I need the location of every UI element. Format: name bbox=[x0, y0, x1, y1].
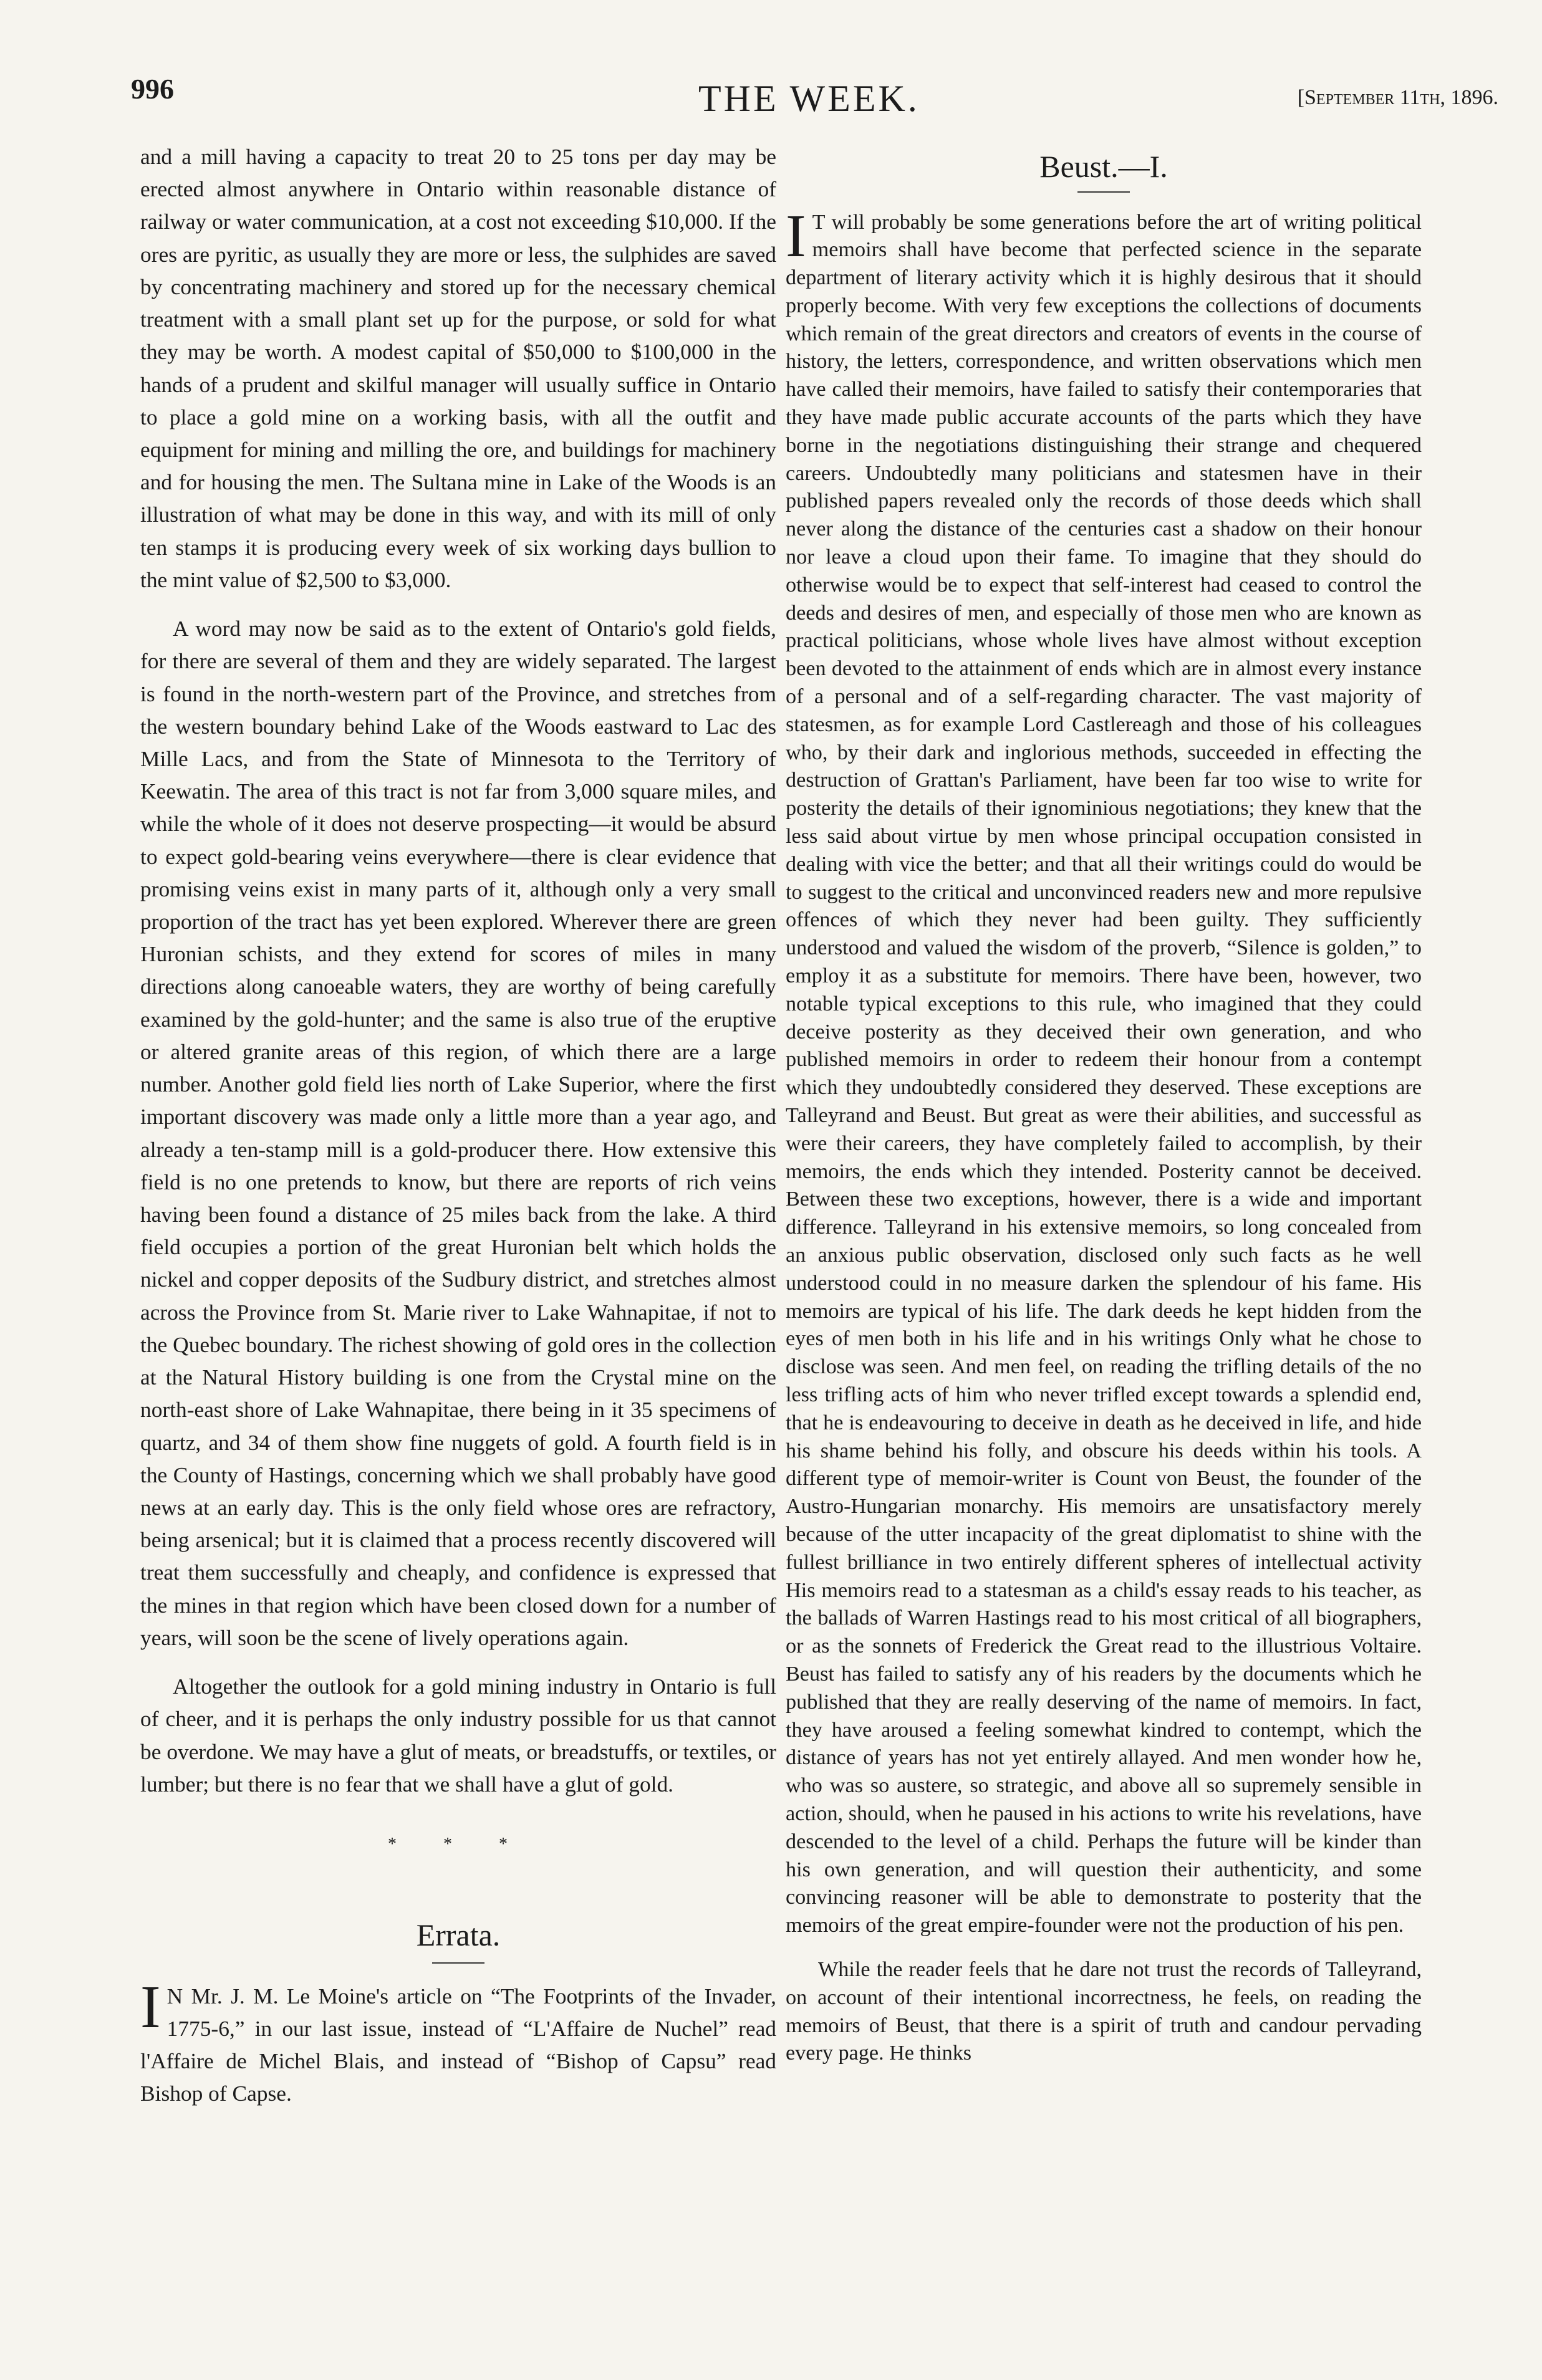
beust-article-title: Beust.—I. bbox=[1039, 149, 1168, 184]
gold-article-paragraph: and a mill having a capacity to treat 20 to 25 tons per day may be erected almost anywhere in Ontario within reasonable distance of railway or water communication, at a cost not exceeding $10,000. If the ores are pyritic, as usually they are more or less, the sulphides are saved by concentrating machinery and stored up for the necessary chemical treatment with a small plant set up for the purpose, or sold for what they may be worth. A modest capital of $50,000 to $100,000 in the hands of a prudent and skilful manager will usually suffice in Ontario to place a gold mine on a working basis, with all the outfit and equipment for mining and milling the ore, and buildings for machinery and for housing the men. The Sultana mine in Lake of the Woods is an illustration of what may be done in this way, and with its mill of only ten stamps it is producing every week of six working days bullion to the mint value of $2,500 to $3,000. bbox=[140, 144, 776, 592]
page-number: 996 bbox=[131, 73, 174, 105]
page-header bbox=[0, 67, 1542, 123]
section-separator bbox=[140, 1800, 776, 1906]
title-rule bbox=[432, 1962, 484, 1964]
beust-dropcap: I bbox=[786, 202, 806, 270]
errata-title: Errata. bbox=[416, 1917, 501, 1952]
publication-title: THE WEEK. bbox=[698, 78, 920, 119]
gold-article-paragraph: A word may now be said as to the extent of Ontario's gold fields, for there are several of them and they are widely separated. The largest is found in the north-western part of the Province, and stretches from the western boundary behind Lake of the Woods eastward to Lac des Mille Lacs, and from the State of Minnesota to the Territory of Keewatin. The area of this tract is not far from 3,000 square miles, and while the whole of it does not deserve prospecting—it would be absurd to expect gold-bearing veins everywhere—there is clear evidence that promising veins exist in many parts of it, although only a very small proportion of the tract has yet been explored. Wherever there are green Huronian schists, and they extend for scores of miles in many directions along canoeable waters, they are worthy of being carefully examined by the gold-hunter; and the same is also true of the eruptive or altered granite areas of this region, of which there are a large number. Another gold field lies north of Lake Superior, where the first important discovery was made only a little more than a year ago, and already a ten-stamp mill is a gold-producer there. How extensive this field is no one pretends to know, but there are reports of rich veins having been found a distance of 25 miles back from the lake. A third field occupies a portion of the great Huronian belt which holds the nickel and copper deposits of the Sudbury district, and stretches almost across the Province from St. Marie river to Lake Wahnapitae, if not to the Quebec boundary. The richest showing of gold ores in the collection at the Natural History building is one from the Crystal mine on the north-east shore of Lake Wahnapitae, there being in it 35 specimens of quartz, and 34 of them show fine nuggets of gold. A fourth field is in the County of Hastings, concerning which we shall probably have good news at an early day. This is the only field whose ores are refractory, being arsenical; but it is claimed that a process recently discovered will treat them successfully and cheaply, and confidence is expressed that the mines in that region which have been closed down for a number of years, will soon be the scene of lively operations again. bbox=[140, 616, 776, 1650]
errata-paragraph bbox=[140, 1973, 776, 2110]
asterism-ornament: * * * bbox=[388, 1834, 529, 1854]
gold-article-paragraph: Altogether the outlook for a gold mining industry in Ontario is full of cheer, and it is perhaps the only industry possible for us that cannot be overdone. We may have a glut of meats, or breadstuffs, or textiles, or lumber; but there is no fear that we shall have a glut of gold. bbox=[140, 1674, 776, 1797]
beust-article-paragraph bbox=[786, 202, 1422, 1940]
beust-article-paragraph: While the reader feels that he dare not trust the records of Talleyrand, on account of their intentional incorrectness, he feels, on reading the memoirs of Beust, that there is a spirit of truth and candour pervading every page. He thinks bbox=[786, 1957, 1422, 2065]
issue-date: [September 11th, 1896. bbox=[1297, 86, 1498, 109]
left-column bbox=[140, 140, 776, 2110]
errata-text: N Mr. J. M. Le Moine's article on “The Footprints of the Invader, 1775-6,” in our last issue, instead of “L'Affaire de Nuchel” read l'Affaire de Michel Blais, and instead of “Bishop of Capsu” read Bishop of Capse. bbox=[140, 1983, 776, 2106]
beust-paragraph-text: T will probably be some generations before the art of writing political memoirs shall have become that perfected science in the separate department of literary activity which it is highly desirous that it should properly become. With very few exceptions the collections of documents which remain of the great directors and creators of events in the course of history, the letters, correspondence, and written observations which men have called their memoirs, have failed to satisfy their contemporaries that they have made public accurate accounts of the parts which they have borne in the negotiations distinguishing their strange and chequered careers. Undoubtedly many politicians and statesmen have in their published papers revealed only the records of those deeds which shall never along the distance of the centuries cast a shadow on their honour nor leave a cloud upon their fame. To imagine that they should do otherwise would be to expect that self-interest had ceased to control the deeds and desires of men, and especially of those men who are known as practical politicians, whose whole lives have almost without exception been devoted to the attainment of ends which are in almost every instance of a personal and of a self-regarding character. The vast majority of statesmen, as for example Lord Castlereagh and those of his colleagues who, by their dark and inglorious methods, succeeded in effecting the destruction of Grattan's Parliament, have been far too wise to write for posterity the details of their ignominious negotiations; they knew that the less said about virtue by men whose principal occupation consisted in dealing with vice the better; and that all their writings could do would be to suggest to the critical and unconvinced readers new and more repulsive offences of which they never had been guilty. They sufficiently understood and valued the wisdom of the proverb, “Silence is golden,” to employ it as a substitute for memoirs. There have been, however, two notable typical exceptions to this rule, who imagined that they could deceive posterity as they deceived their own generation, and who published memoirs in order to redeem their honour from a contempt which they undoubtedly considered they deserved. These exceptions are Talleyrand and Beust. But great as were their abilities, and successful as were their careers, they have completely failed to accomplish, by their memoirs, the ends which they intended. Posterity cannot be deceived. Between these two exceptions, however, there is a wide and important difference. Talleyrand in his extensive memoirs, so long concealed from an anxious public observation, disclosed only such facts as he well understood could in no measure darken the splendour of his fame. His memoirs are typical of his life. The dark deeds he kept hidden from the eyes of men both in his life and in his writings Only what he chose to disclose was seen. And men feel, on reading the trifling details of the no less trifling acts of him who never trifled except towards a splendid end, that he is endeavouring to deceive in death as he deceived in life, and hide his shame behind his folly, and obscure his deeds within his tools. A different type of memoir-writer is Count von Beust, the founder of the Austro-Hungarian monarchy. His memoirs are unsatisfactory merely because of the utter incapacity of the great diplomatist to shine with the fullest brilliance in two entirely different spheres of intellectual activity His memoirs read to a statesman as a child's essay reads to his teacher, as the ballads of Warren Hastings read to his most critical of all biographers, or as the sonnets of Frederick the Great read to the illustrious Voltaire. Beust has failed to satisfy any of his readers by the documents which he published that they are really deserving of the name of memoirs. In fact, they have aroused a feeling somewhat kindred to contempt, which the distance of years has not yet entirely allayed. And men wonder how he, who was so austere, so strategic, and above all so supremely sensible in action, should, when he paused in his actions to write his revelations, have descended to the level of a child. Perhaps the future will be kinder than his own generation, and will question their authenticity, and some convincing reasoner will be able to demonstrate to posterity that the memoirs of the great empire-founder were not the production of his pen. bbox=[786, 210, 1422, 1937]
title-rule bbox=[1077, 191, 1130, 193]
right-column bbox=[786, 140, 1422, 2068]
errata-dropcap: I bbox=[140, 1973, 161, 2041]
